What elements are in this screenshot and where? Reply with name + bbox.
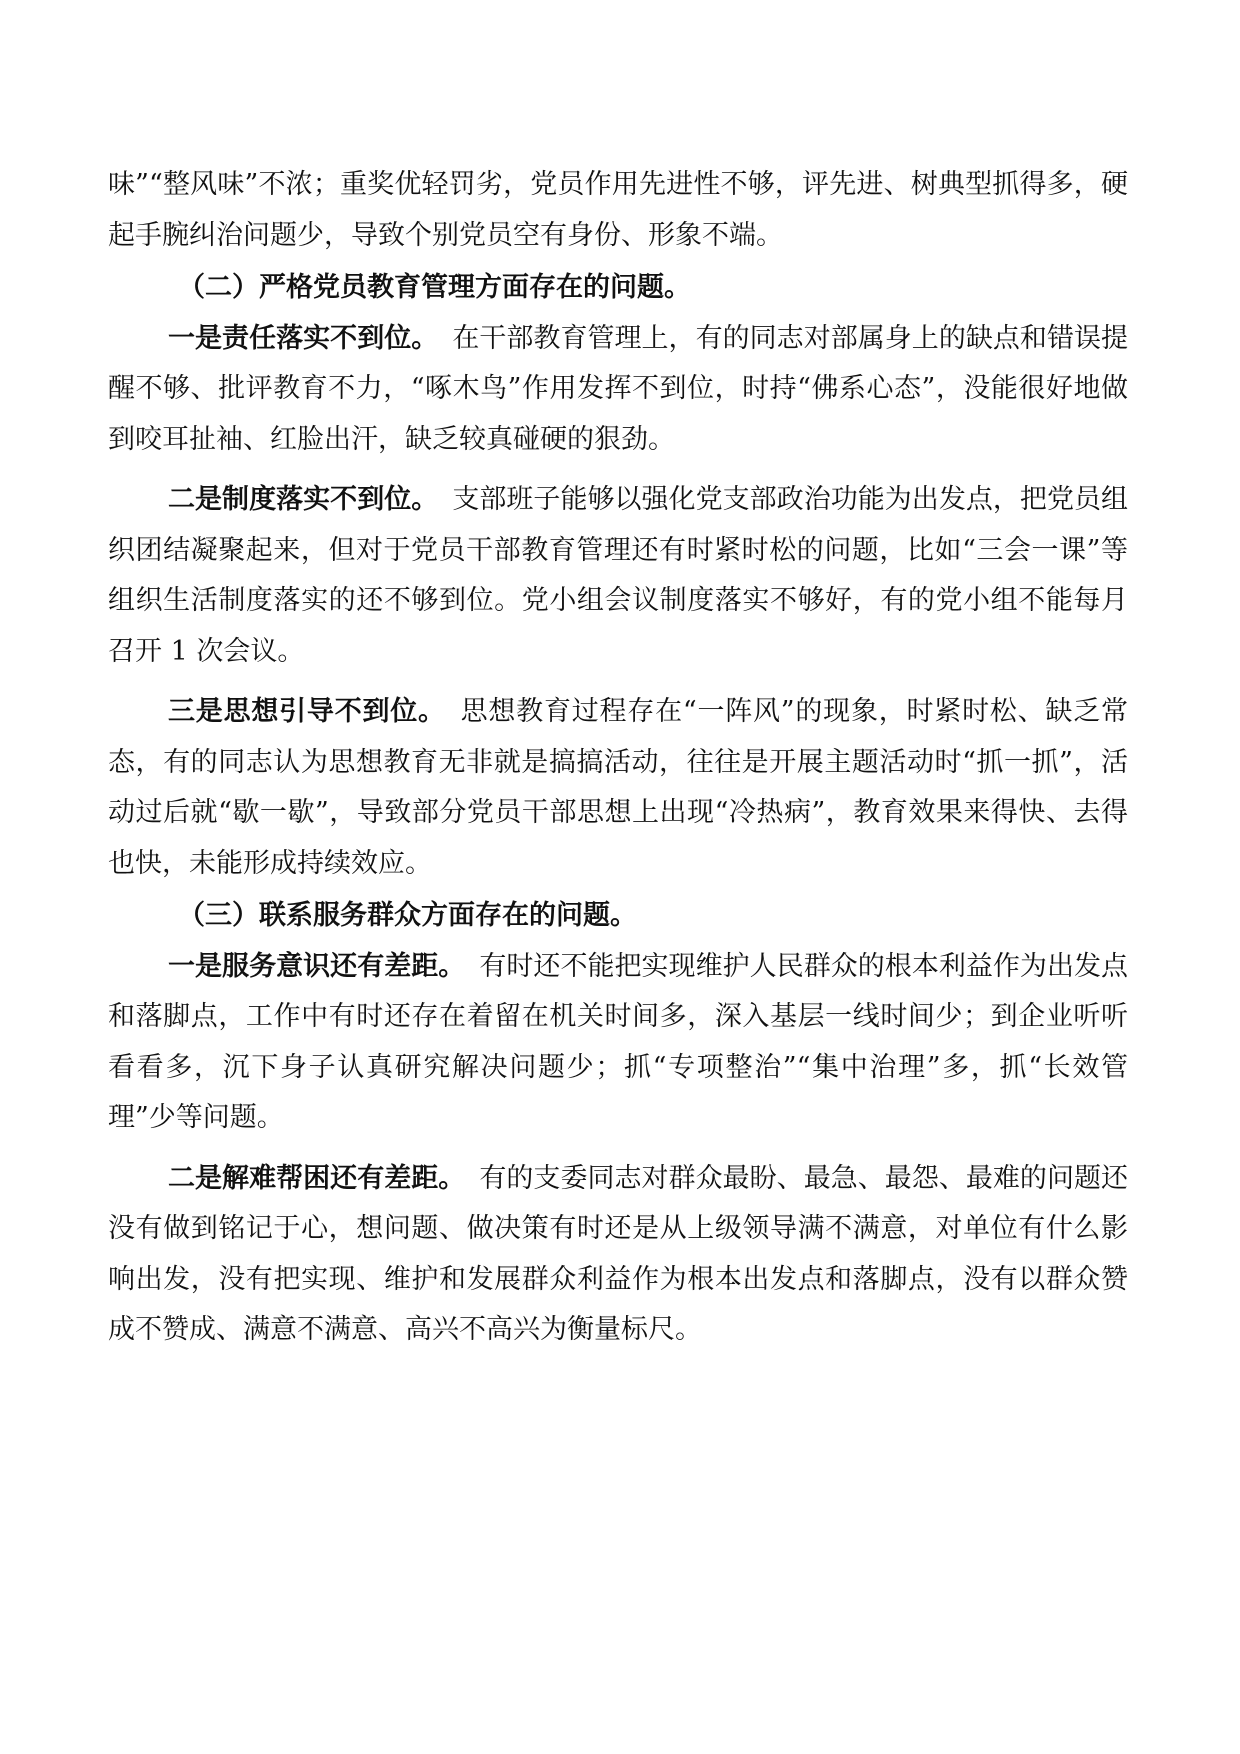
section-heading-3: （三）联系服务群众方面存在的问题。 (178, 900, 637, 931)
item-lead: 三是思想引导不到位。 (168, 696, 446, 727)
item-body: 在干部教育管理上，有的同志对部属身上的缺点和错误提醒不够、批评教育不力，“啄木鸟”作用发挥不到位，时持“佛系心态”，没能很好地做到咬耳扯袖、红脸出汗，缺乏较真碰硬的狠劲。 (108, 322, 1129, 455)
item-body: 思想教育过程存在“一阵风”的现象，时紧时松、缺乏常态，有的同志认为思想教育无非就是搞搞活动，往往是开展主题活动时“抓一抓”，活动过后就“歇一歇”，导致部分党员干部思想上出现“冷热病”，教育效果来得快、去得也快，未能形成持续效应。 (108, 696, 1128, 879)
item-paragraph (108, 475, 1128, 677)
item-paragraph (108, 1154, 1128, 1356)
item-lead: 二是制度落实不到位。 (168, 484, 439, 515)
continuation-paragraph: 味”“整风味”不浓；重奖优轻罚劣，党员作用先进性不够，评先进、树典型抓得多，硬起手腕纠治问题少，导致个别党员空有身份、形象不端。 (108, 169, 1128, 251)
item-lead: 一是服务意识还有差距。 (168, 950, 466, 982)
item-paragraph (108, 314, 1128, 466)
item-lead: 一是责任落实不到位。 (168, 322, 439, 354)
section-heading-2: （二）严格党员教育管理方面存在的问题。 (178, 272, 691, 303)
item-paragraph (108, 687, 1128, 889)
item-body: 有时还不能把实现维护人民群众的根本利益作为出发点和落脚点，工作中有时还存在着留在机关时间多，深入基层一线时间少；到企业听听看看多，沉下身子认真研究解决问题少；抓“专项整治”“集中治理”多，抓“长效管理”少等问题。 (108, 950, 1129, 1133)
item-body: 有的支委同志对群众最盼、最急、最怨、最难的问题还没有做到铭记于心，想问题、做决策有时还是从上级领导满不满意，对单位有什么影响出发，没有把实现、维护和发展群众利益作为根本出发点和落脚点，没有以群众赞成不赞成、满意不满意、高兴不高兴为衡量标尺。 (108, 1162, 1129, 1345)
item-body: 支部班子能够以强化党支部政治功能为出发点，把党员组织团结凝聚起来，但对于党员干部教育管理还有时紧时松的问题，比如“三会一课”等组织生活制度落实的还不够到位。党小组会议制度落实不够好，有的党小组不能每月召开 1 次会议。 (108, 484, 1129, 667)
document-body (108, 160, 1128, 1356)
item-paragraph (108, 942, 1128, 1144)
item-lead: 二是解难帮困还有差距。 (168, 1162, 466, 1194)
